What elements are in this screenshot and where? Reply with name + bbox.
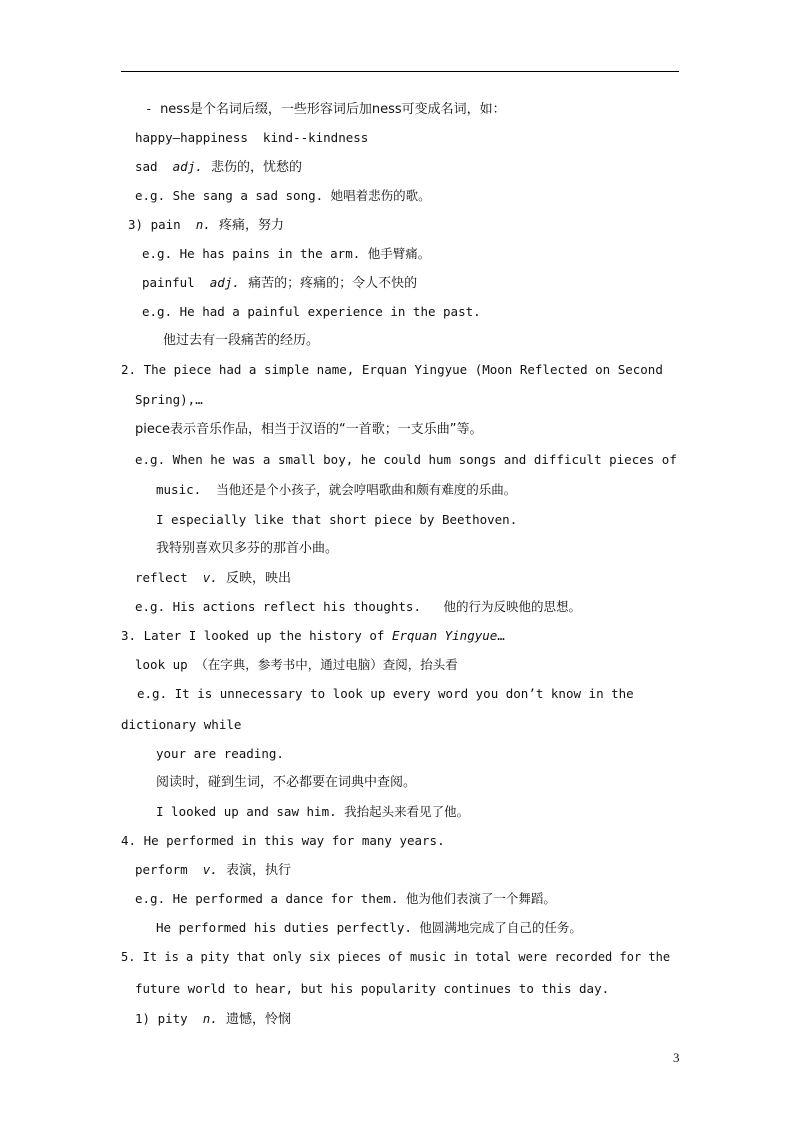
text-line: e.g. He had a painful experience in the past. <box>142 304 481 319</box>
text-line: dictionary while <box>121 717 242 732</box>
text-line: piece表示音乐作品，相当于汉语的“一首歌；一支乐曲”等。 <box>135 422 483 437</box>
text-line: 4. He performed in this way for many years. <box>121 833 445 848</box>
text-line: Spring),… <box>135 392 203 407</box>
text-line: e.g. It is unnecessary to look up every word you don’t know in the <box>137 686 634 701</box>
text-line: 5. It is a pity that only six pieces of music in total were recorded for the <box>121 950 671 964</box>
text-line: e.g. She sang a sad song. 她唱着悲伤的歌。 <box>135 188 431 203</box>
text-line: 他过去有一段痛苦的经历。 <box>163 333 320 348</box>
text-line: e.g. When he was a small boy, he could hum songs and difficult pieces of <box>135 452 677 467</box>
text-line: 3. Later I looked up the history of Erquan Yingyue… <box>121 628 505 643</box>
text-line: reflect v. 反映，映出 <box>135 570 292 586</box>
text-line: happy—happiness kind--kindness <box>135 130 369 145</box>
text-line: 我特别喜欢贝多芬的那首小曲。 <box>156 541 339 556</box>
text-line: sad adj. 悲伤的，忧愁的 <box>135 159 303 175</box>
text-line: perform v. 表演，执行 <box>135 862 292 878</box>
page-number: 3 <box>673 1050 680 1065</box>
text-line: e.g. His actions reflect his thoughts. 他的行为反映他的思想。 <box>135 599 582 614</box>
text-line: future world to hear, but his popularity continues to this day. <box>135 981 610 996</box>
text-line: 3) pain n. 疼痛，努力 <box>128 217 285 233</box>
header-rule <box>121 71 679 72</box>
text-line: - ness是个名词后缀，一些形容词后加ness可变成名词，如： <box>145 101 506 117</box>
text-line: 2. The piece had a simple name, Erquan Yingyue (Moon Reflected on Second <box>121 362 663 377</box>
text-line: music. 当他还是个小孩子，就会哼唱歌曲和颇有难度的乐曲。 <box>156 482 517 497</box>
text-line: 阅读时，碰到生词，不必都要在词典中查阅。 <box>156 775 417 790</box>
text-line: e.g. He has pains in the arm. 他手臂痛。 <box>142 246 431 261</box>
text-line: He performed his duties perfectly. 他圆满地完成了自己的任务。 <box>156 920 582 935</box>
text-line: your are reading. <box>156 746 284 761</box>
text-line: I especially like that short piece by Beethoven. <box>156 512 518 527</box>
text-line: I looked up and saw him. 我抬起头来看见了他。 <box>156 804 470 819</box>
text-line: painful adj. 痛苦的；疼痛的；令人不快的 <box>142 275 418 291</box>
text-line: e.g. He performed a dance for them. 他为他们表演了一个舞蹈。 <box>135 891 556 906</box>
text-line: look up （在字典，参考书中，通过电脑）查阅，抬头看 <box>135 657 458 672</box>
text-line: 1) pity n. 遗憾，怜悯 <box>135 1011 292 1027</box>
